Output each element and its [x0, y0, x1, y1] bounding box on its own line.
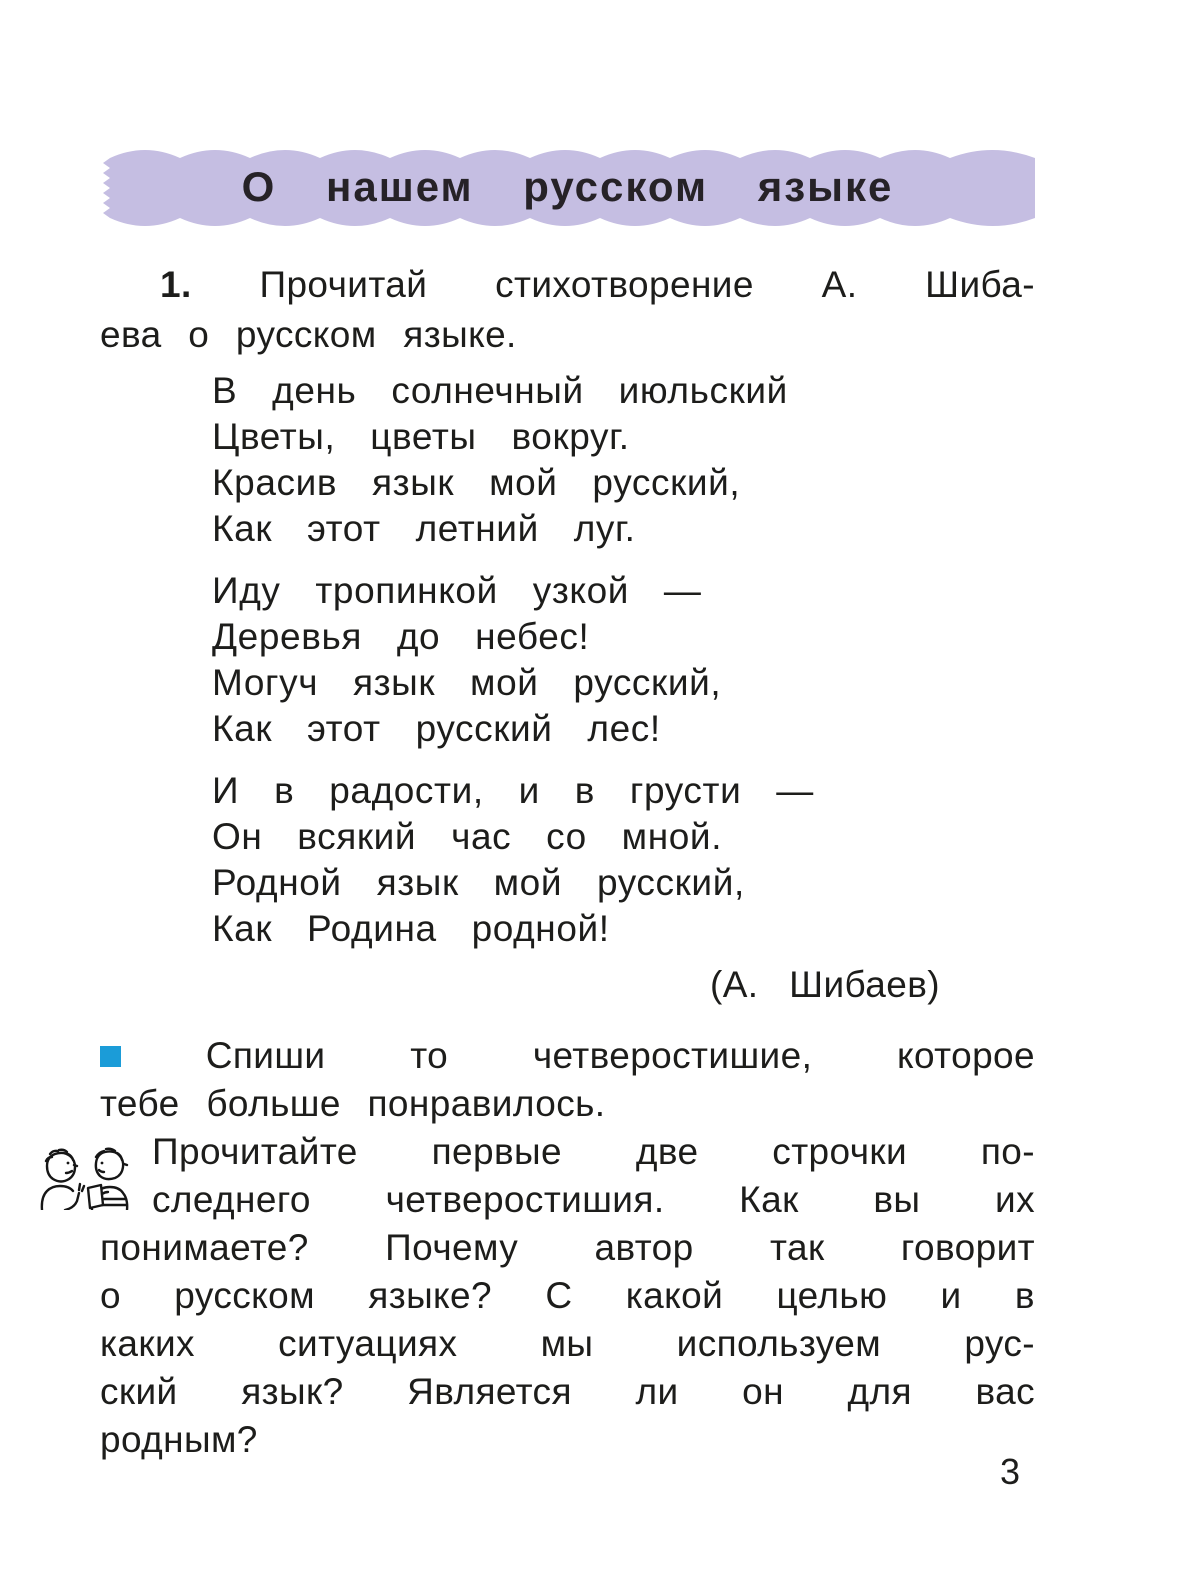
poem-line: Как Родина родной!: [212, 908, 610, 949]
poem-line: Он всякий час со мной.: [212, 816, 723, 857]
poem-line: Родной язык мой русский,: [212, 862, 745, 903]
task-copy: [100, 1032, 1035, 1128]
poem-line: Иду тропинкой узкой —: [212, 570, 702, 611]
task-pair-line: каких ситуациях мы используем рус-: [100, 1323, 1035, 1364]
task-pair-line: ский язык? Является ли он для вас: [100, 1371, 1035, 1412]
task-pair-line: родным?: [100, 1419, 258, 1460]
exercise-number: 1.: [160, 264, 192, 305]
poem-stanza-3: [212, 768, 1035, 952]
exercise-1-intro: [100, 260, 1035, 360]
blue-square-bullet-icon: [100, 1046, 121, 1067]
task-pair-line: следнего четверостишия. Как вы их: [152, 1179, 1035, 1220]
exercise-1-line: ева о русском языке.: [100, 314, 517, 355]
poem-line: Цветы, цветы вокруг.: [212, 416, 630, 457]
poem-stanza-2: [212, 568, 1035, 752]
task-copy-line: тебе больше понравилось.: [100, 1083, 606, 1124]
exercise-text: Прочитай стихотворение А. Шиба-: [259, 264, 1035, 305]
task-copy-line: [100, 1032, 1035, 1080]
poem-line: Могуч язык мой русский,: [212, 662, 722, 703]
poem-attribution: (А. Шибаев): [709, 964, 940, 1005]
page-number: 3: [999, 1451, 1020, 1492]
chapter-banner: [100, 140, 1035, 232]
poem-line: Как этот русский лес!: [212, 708, 661, 749]
page-content: [100, 0, 1035, 1464]
chapter-title: О нашем русском языке: [241, 163, 894, 210]
task-copy-text: Спиши то четверостишие, которое: [205, 1035, 1036, 1076]
poem-line: Деревья до небес!: [212, 616, 590, 657]
poem-line: Красив язык мой русский,: [212, 462, 741, 503]
exercise-1-line: [100, 260, 1035, 310]
poem-line: В день солнечный июльский: [212, 370, 788, 411]
poem-line: Как этот летний луг.: [212, 508, 636, 549]
poem: [212, 368, 1035, 952]
task-pair-line: Прочитайте первые две строчки по-: [152, 1131, 1035, 1172]
poem-line: И в радости, и в грусти —: [212, 770, 814, 811]
task-pair-line: о русском языке? С какой целью и в: [100, 1275, 1035, 1316]
pair-work-children-icon: [32, 1144, 140, 1210]
task-pair-work: [100, 1128, 1035, 1464]
poem-stanza-1: [212, 368, 1035, 552]
task-pair-line: понимаете? Почему автор так говорит: [100, 1227, 1035, 1268]
